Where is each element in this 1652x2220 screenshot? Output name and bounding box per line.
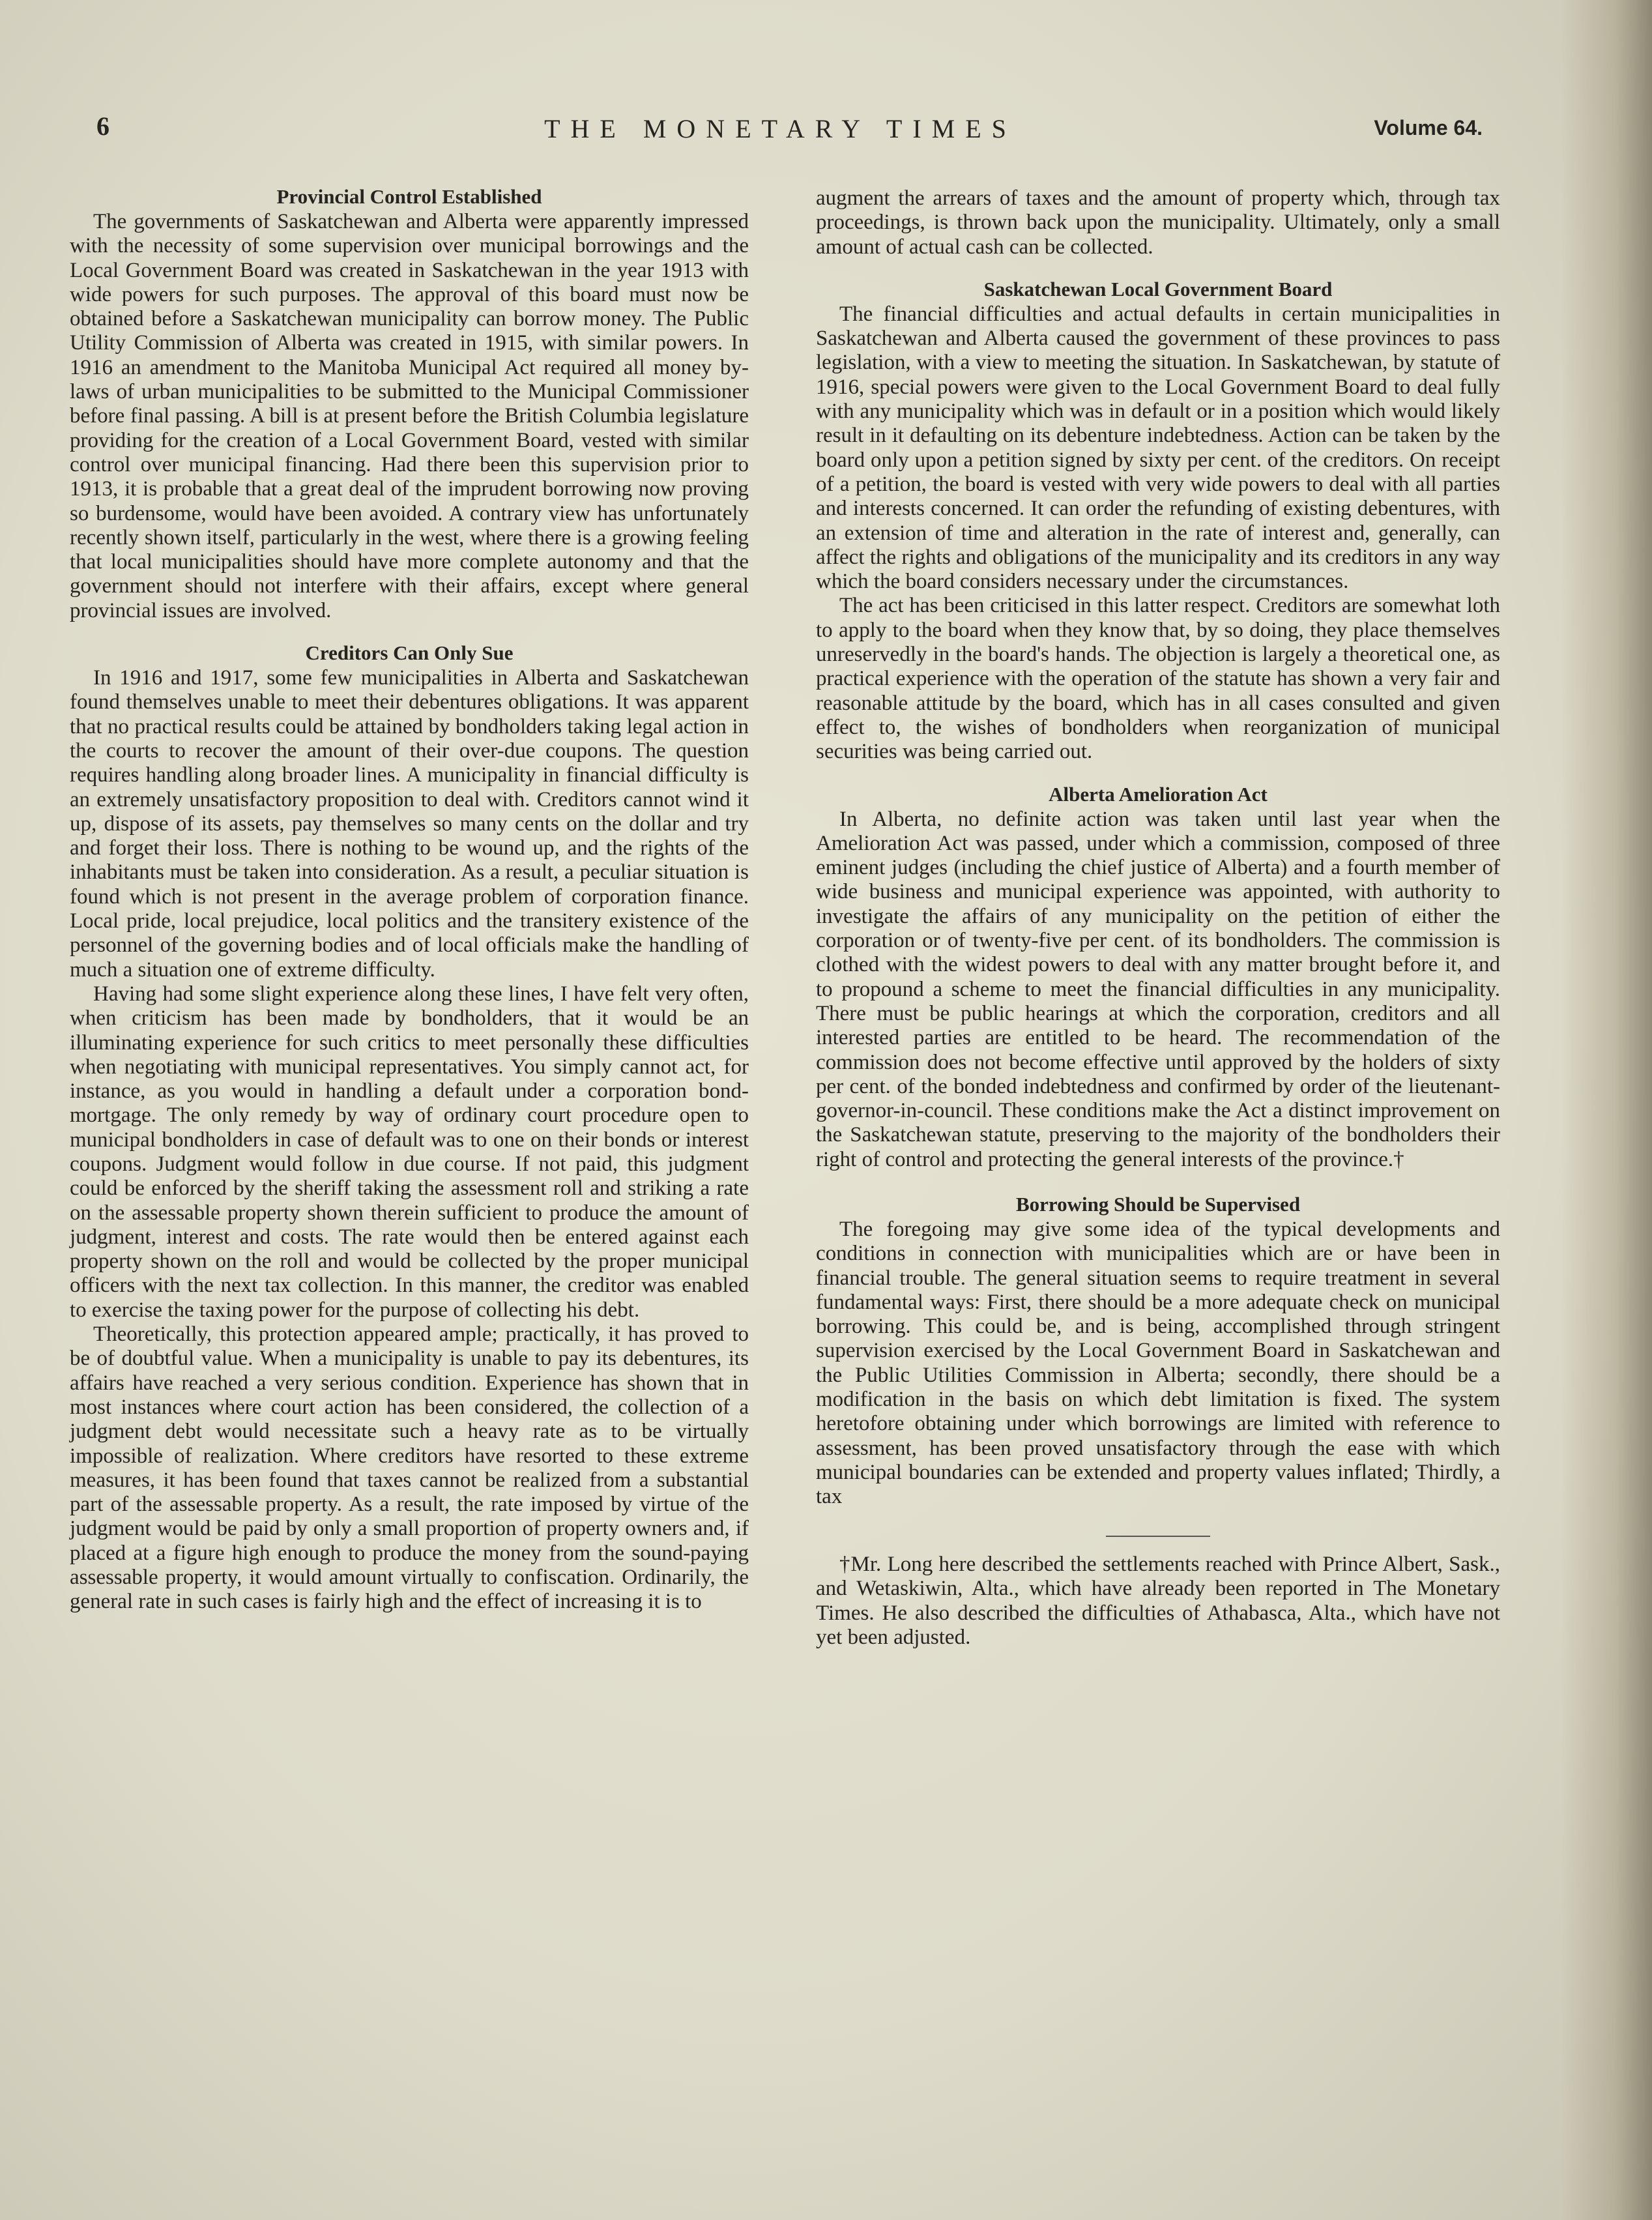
section-heading-saskatchewan-board: Saskatchewan Local Government Board bbox=[983, 277, 1333, 300]
paragraph: In Alberta, no definite action was taken until last year when the Amelioration Act was passed, under which a commission, composed of three eminent judges (including the chief justice of Alberta) and a fourth member of wide business and municipal experience was appointed, with authority to investigate the affairs of any municipality on the petition of either the corporation or of twenty-five per cent. of its bondholders. The commission is clothed with the widest powers to deal with any matter brought before it, and to propound a scheme to meet the financial difficulties in any municipality. There must be public hearings at which the corporation, creditors and all interested parties are entitled to be heard. The recommendation of the commission does not become effective until approved by the holders of sixty per cent. of the bonded indebtedness and confirmed by order of the lieutenant-governor-in-council. These conditions make the Act a distinct improvement on the Saskatchewan statute, preserving to the majority of the bondholders their right of control and protecting the general interests of the province.† bbox=[816, 807, 1500, 1171]
paragraph: The act has been criticised in this latter respect. Creditors are somewhat loth to apply to the board when they know that, by so doing, they place themselves unreservedly in the board's hands. The objection is largely a theoretical one, as practical experience with the operation of the statute has shown a very fair and reasonable attitude by the board, which has in all cases consulted and given effect to, the wishes of bondholders when reorganization of municipal securities was being carried out. bbox=[816, 594, 1500, 764]
section-heading-alberta-amelioration-act: Alberta Amelioration Act bbox=[1049, 782, 1268, 806]
paragraph-continuation: augment the arrears of taxes and the amount of property which, through tax proceedings, is thrown back upon the municipality. Ultimately, only a small amount of actual cash can be collected. bbox=[816, 186, 1500, 259]
volume-label: Volume 64. bbox=[1374, 116, 1483, 139]
paragraph: The foregoing may give some idea of the typical developments and conditions in connection with municipalities which are or have been in financial trouble. The general situation seems to require treatment in several fundamental ways: First, there should be a more adequate check on municipal borrowing. This could be, and is being, accomplished through stringent supervision exercised by the Local Government Board in Saskatchewan and the Public Utilities Commission in Alberta; secondly, there should be a modification in the basis on which debt limitation is fixed. The system heretofore obtaining under which borrowings are limited with reference to assessment, has been proved unsatisfactory through the ease with which municipal boundaries can be extended and property values inflated; Thirdly, a tax bbox=[816, 1217, 1500, 1509]
paragraph: The financial difficulties and actual defaults in certain municipalities in Saskatchewan and Alberta caused the government of these provinces to pass legislation, with a view to meeting the situation. In Saskatchewan, by statute of 1916, special powers were given to the Local Government Board to deal fully with any municipality which was in default or in a position which would likely result in it defaulting on its debenture indebtedness. Action can be taken by the board only upon a petition signed by sixty per cent. of the creditors. On receipt of a petition, the board is vested with very wide powers to deal with all parties and interests concerned. It can order the refunding of existing debentures, with an extension of time and alteration in the rate of interest and, generally, can affect the rights and obligations of the municipality and its creditors in any way which the board considers necessary under the circumstances. bbox=[816, 302, 1500, 594]
footnote: †Mr. Long here described the settlements reached with Prince Albert, Sask., and Wetaskiwin, Alta., which have already been reported in The Monetary Times. He also described the difficulties of Athabasca, Alta., which have not yet been adjusted. bbox=[816, 1552, 1500, 1650]
page-binding-shadow bbox=[1561, 0, 1652, 2220]
page-number: 6 bbox=[96, 111, 109, 141]
section-heading-borrowing-supervised: Borrowing Should be Supervised bbox=[1015, 1192, 1301, 1216]
left-column bbox=[70, 184, 749, 1614]
running-head bbox=[78, 111, 1483, 150]
paragraph: Theoretically, this protection appeared ample; practically, it has proved to be of doubtful value. When a municipality is unable to pay its debentures, its affairs have reached a very serious condition. Experience has shown that in most instances where court action has been considered, the collection of a judgment debt would necessitate such a heavy rate as to be virtually impossible of realization. Where creditors have resorted to these extreme measures, it has been found that taxes cannot be realized from a substantial part of the assessable property. As a result, the rate imposed by virtue of the judgment would be paid by only a small proportion of property owners and, if placed at a figure high enough to produce the money from the sound-paying assessable property, it would amount virtually to confiscation. Ordinarily, the general rate in such cases is fairly high and the effect of increasing it is to bbox=[70, 1322, 749, 1614]
right-column bbox=[816, 186, 1500, 1650]
paragraph: The governments of Saskatchewan and Alberta were apparently impressed with the necessity of some supervision over municipal borrowings and the Local Government Board was created in Saskatchewan in the year 1913 with wide powers for such purposes. The approval of this board must now be obtained before a Saskatchewan municipality can borrow money. The Public Utility Commission of Alberta was created in 1915, with similar powers. In 1916 an amendment to the Manitoba Municipal Act required all money by-laws of urban municipalities to be submitted to the Municipal Commissioner before final passing. A bill is at present before the British Columbia legislature providing for the creation of a Local Government Board, vested with similar control over municipal financing. Had there been this supervision prior to 1913, it is probable that a great deal of the imprudent borrowing now proving so burdensome, would have been avoided. A contrary view has unfortunately recently shown itself, particularly in the west, where there is a growing feeling that local municipalities should have more complete autonomy and that the government should not interfere with their affairs, except where general provincial issues are involved. bbox=[70, 210, 749, 622]
section-heading-creditors-can-only-sue: Creditors Can Only Sue bbox=[305, 641, 514, 665]
paragraph: Having had some slight experience along these lines, I have felt very often, when criticism has been made by bondholders, that it would be an illuminating experience for such critics to meet personally these difficulties when negotiating with municipal representatives. You simply cannot act, for instance, as you would in handling a default under a corporation bond-mortgage. The only remedy by way of ordinary court procedure open to municipal bondholders in case of default was to one on their bonds or interest coupons. Judgment would follow in due course. If not paid, this judgment could be enforced by the sheriff taking the assessment roll and striking a rate on the assessable property shown therein sufficient to produce the amount of judgment, interest and costs. The rate would then be entered against each property shown on the roll and would be collected by the proper municipal officers with the next tax collection. In this manner, the creditor was enabled to exercise the taxing power for the purpose of collecting his debt. bbox=[70, 982, 749, 1322]
section-heading-provincial-control: Provincial Control Established bbox=[276, 185, 542, 208]
journal-title: THE MONETARY TIMES bbox=[544, 114, 1017, 143]
footnote-divider bbox=[1106, 1536, 1210, 1537]
paragraph: In 1916 and 1917, some few municipalities in Alberta and Saskatchewan found themselves unable to meet their debentures obligations. It was apparent that no practical results could be attained by bondholders taking legal action in the courts to recover the amount of their over-due coupons. The question requires handling along broader lines. A municipality in financial difficulty is an extremely unsatisfactory proposition to deal with. Creditors cannot wind it up, dispose of its assets, pay themselves so many cents on the dollar and try and forget their loss. There is nothing to be wound up, and the rights of the inhabitants must be taken into consideration. As a result, a peculiar situation is found which is not present in the average problem of corporation finance. Local pride, local prejudice, local politics and the transitery existence of the personnel of the governing bodies and of local officials make the handling of much a situation one of extreme difficulty. bbox=[70, 666, 749, 982]
